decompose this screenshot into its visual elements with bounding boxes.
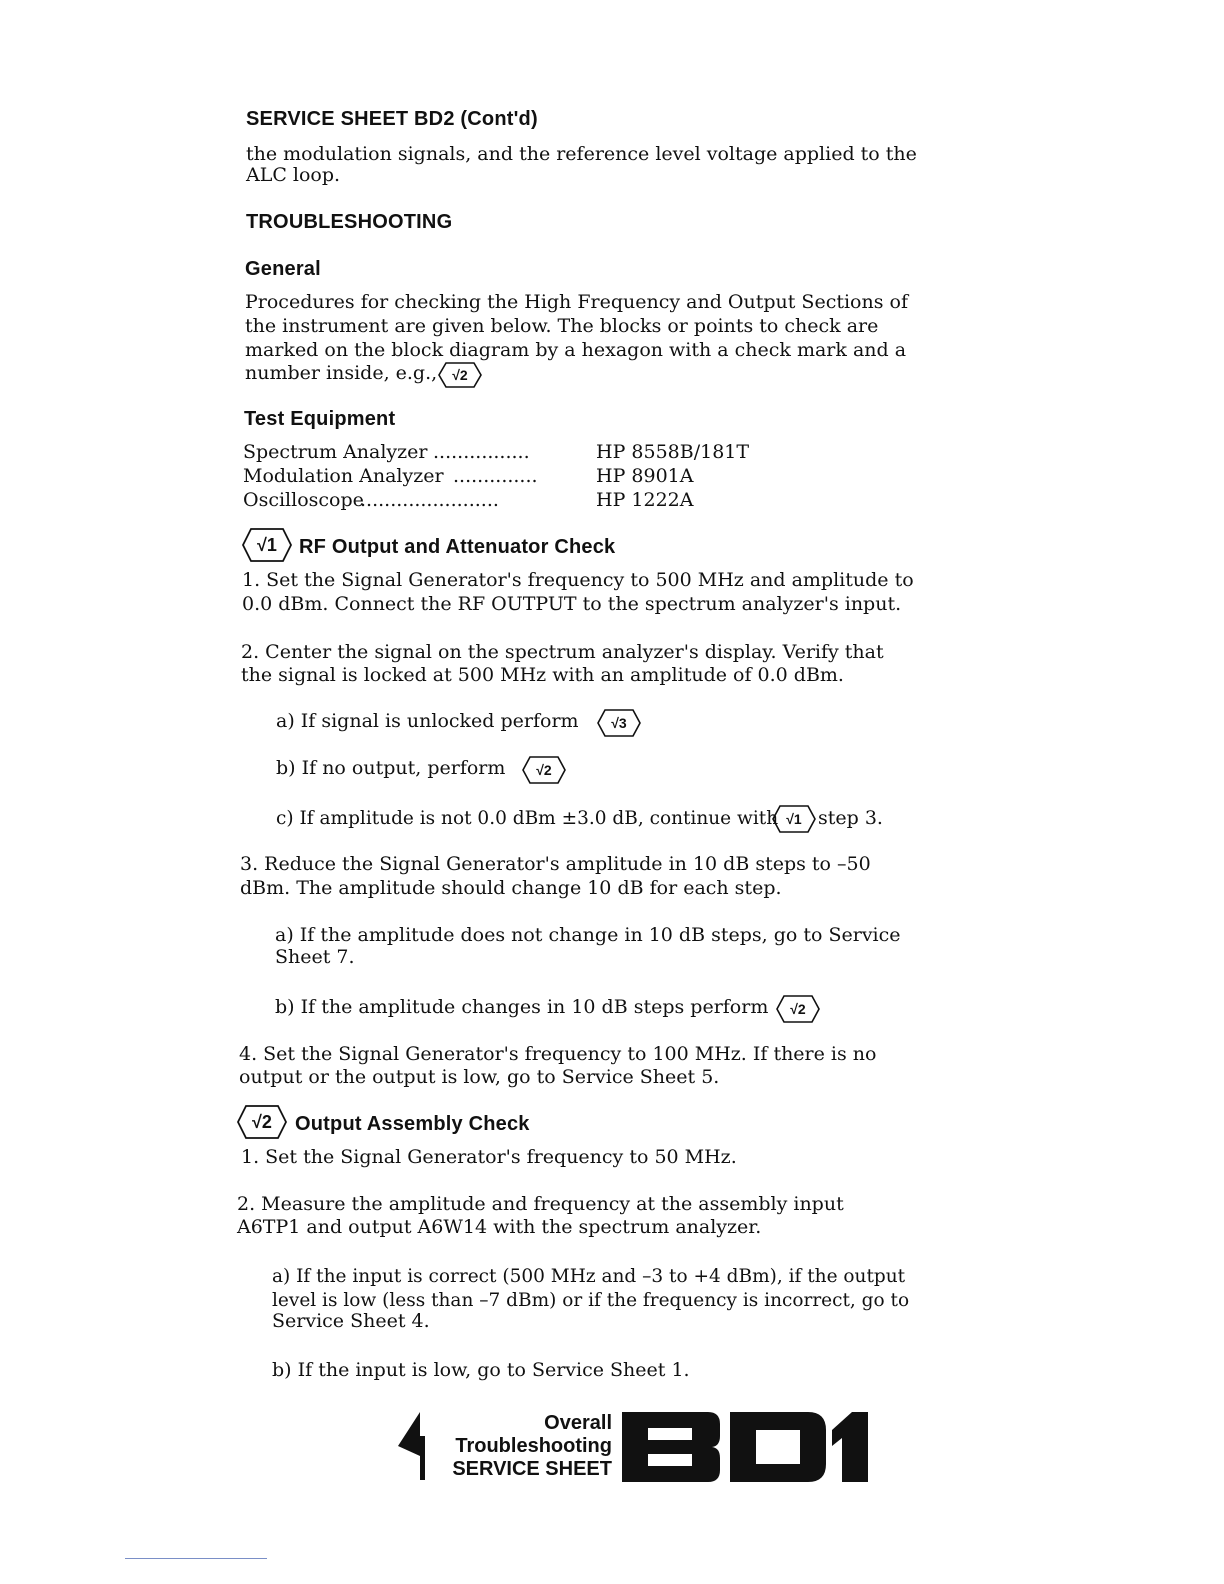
- check2-step2a-line-3: Service Sheet 4.: [272, 1310, 430, 1332]
- hexagon-label: √2: [536, 762, 552, 778]
- back-arrow-icon[interactable]: [398, 1410, 434, 1482]
- equipment-leader-dots: .......................: [360, 489, 499, 511]
- check2-step2-line-2: A6TP1 and output A6W14 with the spectrum analyzer.: [237, 1216, 762, 1238]
- footer-line-overall: Overall: [544, 1412, 612, 1434]
- check1-step1-line-2: 0.0 dBm. Connect the RF OUTPUT to the spectrum analyzer's input.: [242, 593, 902, 615]
- check1-step3b-text: b) If the amplitude changes in 10 dB steps perform: [275, 996, 769, 1018]
- check1-heading: RF Output and Attenuator Check: [299, 536, 616, 558]
- hexagon-label: √2: [452, 367, 468, 383]
- check1-step2a-text: a) If signal is unlocked perform: [276, 710, 579, 732]
- general-line-4: number inside, e.g.,: [245, 362, 438, 384]
- hexagon-label: √3: [611, 715, 627, 731]
- hexagon-check-icon: [242, 528, 292, 562]
- hexagon-check-icon: [522, 756, 566, 784]
- check1-step3a-line-1: a) If the amplitude does not change in 10 dB steps, go to Service: [275, 924, 901, 946]
- footer-text: [436, 1412, 612, 1481]
- check1-step2c-text: c) If amplitude is not 0.0 dBm ±3.0 dB, continue with: [276, 808, 779, 829]
- hexagon-label: √2: [790, 1001, 806, 1017]
- hexagon-check-icon: [438, 362, 482, 388]
- test-equipment-heading: Test Equipment: [244, 408, 396, 430]
- check2-step2a-line-2: level is low (less than –7 dBm) or if the frequency is incorrect, go to: [272, 1290, 910, 1311]
- check1-step3-line-2: dBm. The amplitude should change 10 dB for each step.: [240, 877, 782, 899]
- general-line-1: Procedures for checking the High Frequency and Output Sections of: [245, 291, 908, 313]
- sheet-id-logo: [620, 1410, 870, 1484]
- footer-line-service-sheet: SERVICE SHEET: [452, 1458, 612, 1480]
- check2-step1: 1. Set the Signal Generator's frequency to 50 MHz.: [241, 1146, 737, 1168]
- check1-step4-line-1: 4. Set the Signal Generator's frequency to 100 MHz. If there is no: [239, 1043, 877, 1065]
- check1-step1-line-1: 1. Set the Signal Generator's frequency to 500 MHz and amplitude to: [242, 569, 914, 591]
- check1-step2b-text: b) If no output, perform: [276, 757, 506, 779]
- hexagon-check-icon: [237, 1105, 287, 1139]
- equipment-name: Modulation Analyzer: [243, 465, 444, 487]
- page-title: SERVICE SHEET BD2 (Cont'd): [246, 108, 538, 130]
- check2-step2b: b) If the input is low, go to Service Sheet 1.: [272, 1359, 690, 1381]
- check1-step3-line-1: 3. Reduce the Signal Generator's amplitude in 10 dB steps to –50: [240, 853, 871, 875]
- footer-rule: [125, 1558, 267, 1559]
- check2-step2-line-1: 2. Measure the amplitude and frequency at the assembly input: [237, 1193, 844, 1215]
- intro-line-2: ALC loop.: [246, 164, 341, 186]
- general-heading: General: [245, 258, 321, 280]
- equipment-model: HP 8558B/181T: [596, 441, 750, 463]
- footer-line-troubleshooting: Troubleshooting: [455, 1435, 612, 1457]
- check1-step4-line-2: output or the output is low, go to Service Sheet 5.: [239, 1066, 720, 1088]
- equipment-leader-dots: ................: [433, 441, 530, 463]
- check1-step2-line-1: 2. Center the signal on the spectrum analyzer's display. Verify that: [241, 641, 884, 663]
- equipment-model: HP 1222A: [596, 489, 694, 511]
- hexagon-check-icon: [776, 995, 820, 1023]
- intro-line-1: the modulation signals, and the reference level voltage applied to the: [246, 143, 917, 165]
- hexagon-check-icon: [597, 709, 641, 737]
- check2-heading: Output Assembly Check: [295, 1113, 530, 1135]
- hexagon-check-icon: [772, 805, 816, 833]
- equipment-name: Spectrum Analyzer: [243, 441, 428, 463]
- hexagon-label: √1: [257, 534, 277, 555]
- hexagon-label: √1: [786, 811, 802, 827]
- hexagon-label: √2: [252, 1111, 272, 1132]
- equipment-leader-dots: ..............: [453, 465, 538, 487]
- check2-step2a-line-1: a) If the input is correct (500 MHz and –3 to +4 dBm), if the output: [272, 1266, 906, 1287]
- troubleshooting-heading: TROUBLESHOOTING: [246, 211, 453, 233]
- check1-step3a-line-2: Sheet 7.: [275, 946, 355, 968]
- check1-step2-line-2: the signal is locked at 500 MHz with an amplitude of 0.0 dBm.: [241, 664, 844, 686]
- equipment-name: Oscilloscope: [243, 489, 364, 511]
- check1-step2c-tail: step 3.: [818, 807, 883, 829]
- equipment-model: HP 8901A: [596, 465, 694, 487]
- general-line-2: the instrument are given below. The blocks or points to check are: [245, 315, 879, 337]
- general-line-3: marked on the block diagram by a hexagon with a check mark and a: [245, 339, 907, 361]
